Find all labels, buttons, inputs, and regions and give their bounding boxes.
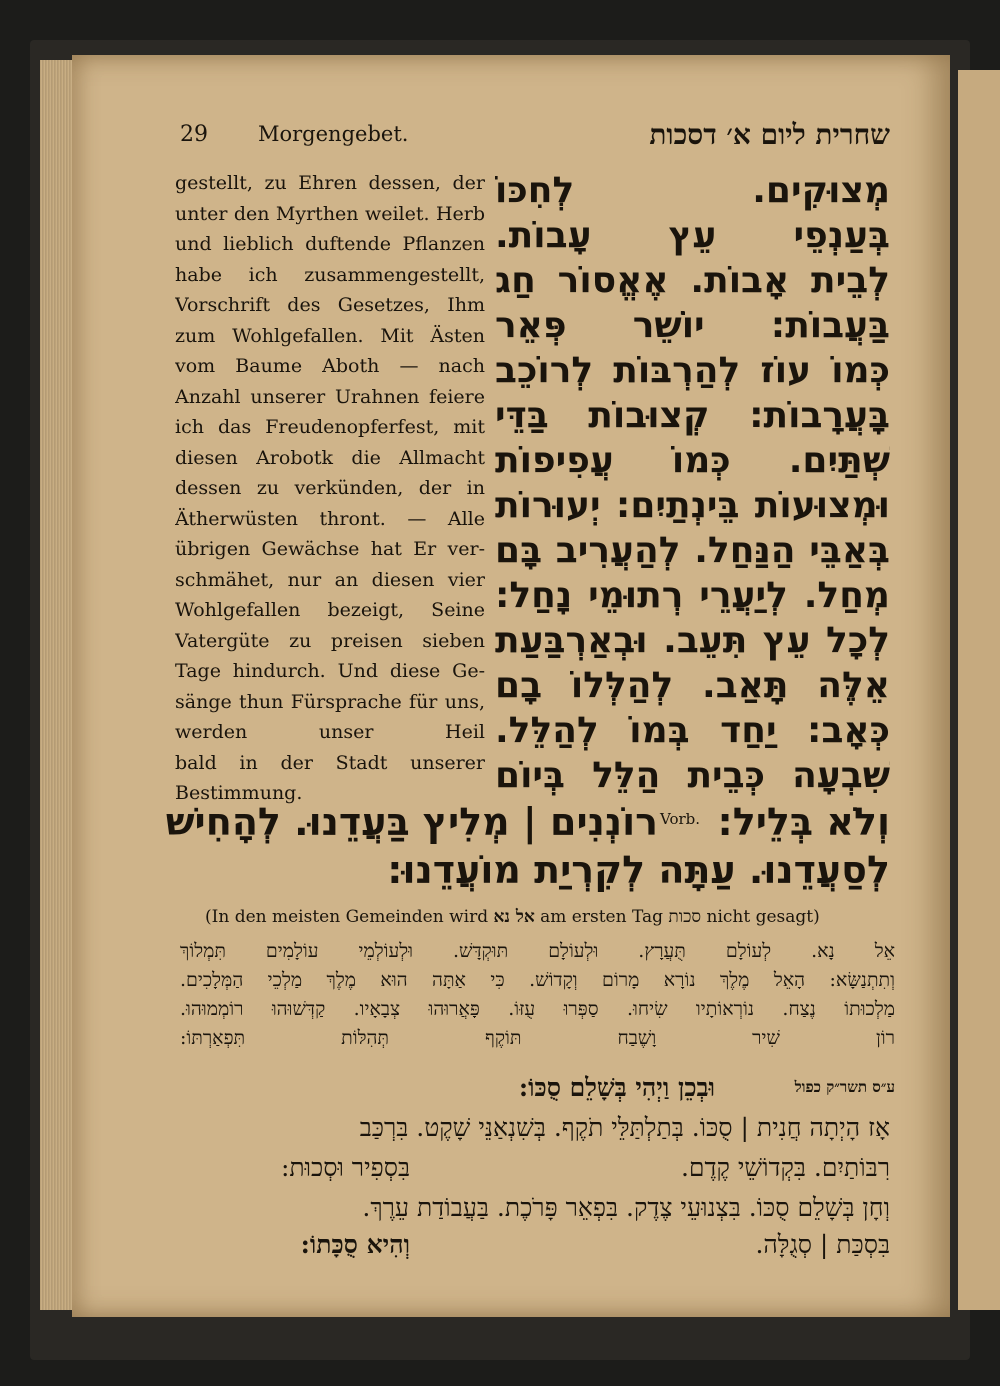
- note-hebrew: אל נא: [493, 907, 535, 927]
- lower-line-3-left: בִּסְפִיר וּסְכוּת:: [280, 1153, 410, 1182]
- rubric-note: [205, 907, 905, 927]
- hebrew-text-line: בָּעֲרָבוֹת: קְצוּבוֹת בַּדֵּי: [495, 395, 890, 436]
- german-running-title: Morgengebet.: [258, 122, 409, 146]
- small-hebrew-paragraph: [180, 937, 895, 1053]
- hebrew-text-line: וּמְצוּעוֹת בֵּינְתַיִם: יְעוּרוֹת: [495, 485, 890, 526]
- german-text-line: gestellt, zu Ehren dessen, der: [175, 172, 485, 194]
- lower-line-3-right: רִבּוֹתַיִם. בִּקְדוֹשֵׁי קֶדֶם.: [680, 1153, 890, 1182]
- german-text-line: übrigen Gewächse hat Er ver-: [175, 538, 485, 560]
- page-number: 29: [180, 122, 208, 147]
- small-hebrew-text-line: מַלְכוּתוֹ נֶצַח. נוֹרְאוֹתָיו שִׂיחוּ. סַפְּרוּ עֻזּוֹ. פָּאֲרוּהוּ צְבָאָיו. קַדְּשׁוּהוּ רוֹמְמוּהוּ.: [180, 998, 895, 1020]
- hebrew-text-line: אֵלֶּה תָּאַב. לְהַלְּלוֹ בָם: [495, 665, 890, 706]
- small-hebrew-text-line: וְתִתְנַשָּׂא: הָאֵל מֶלֶךְ נוֹרָא מָרוֹם וְקָדוֹשׁ. כִּי אַתָּה הוּא מֶלֶךְ מַלְכֵי הַמְּלָכִים.: [180, 969, 895, 991]
- german-text-line: vom Baume Aboth — nach: [175, 355, 485, 377]
- german-text-line: diesen Arobotk die Allmacht: [175, 446, 485, 469]
- hebrew-running-title: שחרית ליום א׳ דסכות: [649, 118, 890, 151]
- hebrew-text-line: לְבֵית אָבוֹת. אֶאֱסוֹר חַג: [495, 260, 890, 301]
- hebrew-text-line: שִׁבְעָה כְּבֵית הַלֵּל בְּיוֹם: [495, 755, 890, 796]
- hebrew-column: [495, 168, 890, 798]
- full-line-1-end: וְלֹא בְּלֵיל:: [717, 800, 890, 844]
- german-text-line: Vorschrift des Gesetzes, Ihm: [175, 294, 485, 316]
- note-hebrew-2: סכות: [668, 907, 702, 927]
- german-text-line: Wohlgefallen bezeigt, Seine: [175, 599, 485, 621]
- german-text-line: ich das Freudenopferfest, mit: [175, 416, 485, 438]
- hebrew-text-line: כְּאָב: יַחַד בְּמוֹ לְהַלֵּל.: [495, 710, 890, 751]
- german-text-line: und lieblich duftende Pflanzen: [175, 233, 485, 255]
- small-hebrew-text-line: אֵל נָא. לְעוֹלָם תֻּעֲרָץ. וּלְעוֹלָם תּוּקְדָּשׁ. וּלְעוֹלְמֵי עוֹלָמִים תִּמְלוֹךְ: [180, 940, 895, 962]
- full-line-2: לְסַעֲדֵנוּ. עַתָּה לְקִרְיַת מוֹעֲדֵנוּ:: [387, 848, 890, 892]
- note-suffix: nicht gesagt): [706, 907, 820, 927]
- lower-line-5-right: בִּסְכַּת | סְגֻלָּה.: [755, 1230, 890, 1259]
- german-text-line: Vatergüte zu preisen sieben: [175, 629, 485, 652]
- german-text-line: Ätherwüsten thront. — Alle: [175, 507, 485, 530]
- hebrew-text-line: בְּאַבֵּי הַנַּחַל. לְהַעֲרִיב בָּם: [495, 530, 890, 571]
- german-text-line: Anzahl unserer Urahnen feiere: [175, 385, 485, 408]
- vorb-label: Vorb.: [660, 810, 701, 828]
- hebrew-text-line: לְכָל עֵץ תִּעֵב. וּבְאַרְבַּעַת: [495, 620, 890, 661]
- german-column: [175, 168, 485, 809]
- german-text-line: Tage hindurch. Und diese Ge-: [175, 660, 485, 682]
- german-text-line: werden unser Heil: [175, 721, 485, 743]
- hebrew-text-line: בַּעֲבוֹת: יוֹשֵׁר פְּאֵר: [495, 305, 890, 346]
- note-prefix: (In den meisten Gemeinden wird: [205, 907, 489, 927]
- german-text-line: habe ich zusammengestellt,: [175, 263, 485, 286]
- lower-line-5-left: וְהִיא סֻכָּתוֹ:: [300, 1230, 410, 1259]
- german-text-line: unter den Myrthen weilet. Herb: [175, 202, 485, 225]
- hebrew-text-line: כְּמוֹ עוֹז לְהַרְבּוֹת לְרוֹכֵב: [495, 350, 890, 391]
- german-text-line: dessen zu verkünden, der in: [175, 477, 485, 499]
- german-text-line: Bestimmung.: [175, 782, 303, 804]
- lower-line-4: וְחָן בְּשָׁלֵם סֻכּוֹ. בִּצְנוּעֵי צֶדֶק. בִּפְאֵר פָּרֹכֶת. בַּעֲבוֹדַת עֵרֶךְ.: [362, 1193, 890, 1222]
- lower-line-2: אָז הָיְתָה חֲנִית | סֻכּוֹ. בְּתַלְתַּלֵּי תֹקֶף. בְּשִׁנְאַנֵּי שָׁקֶט. בִּרְכַּב: [359, 1113, 890, 1142]
- small-hebrew-text-line: רוֹן שִׁיר וָשֶׁבַח תּוֹקֶף תְּהִלּוֹת תִּפְאַרְתּוֹ:: [180, 1027, 895, 1049]
- lower-line-1: וּבְכֵן וַיְהִי בְּשָׁלֵם סֻכּוֹ:: [518, 1073, 715, 1102]
- german-text-line: sänge thun Fürsprache für uns,: [175, 690, 485, 713]
- lower-line-1-rubric: ע״ס תשר״ק כפול: [794, 1078, 895, 1096]
- note-middle: am ersten Tag: [540, 907, 663, 927]
- hebrew-text-line: מְצוּקִים. לְחִכּוֹ: [495, 170, 890, 211]
- german-text-line: bald in der Stadt unserer: [175, 751, 485, 774]
- hebrew-text-line: שְׁתַּיִם. כְּמוֹ עֲפִיפוֹת: [495, 440, 890, 481]
- facing-page-edge: [958, 70, 1000, 1310]
- full-line-1-start: רוֹנְנִים | מְלִיץ בַּעֲדֵנוּ. לְהָחִישׁ: [165, 800, 658, 844]
- hebrew-text-line: בְּעַנְפֵי עֵץ עָבוֹת.: [495, 215, 890, 256]
- german-text-line: schmähet, nur an diesen vier: [175, 568, 485, 591]
- german-text-line: zum Wohlgefallen. Mit Ästen: [175, 324, 485, 347]
- hebrew-text-line: מְחַל. לְיַעֲרֵי רְתוּמֵי נָחַל:: [495, 575, 890, 616]
